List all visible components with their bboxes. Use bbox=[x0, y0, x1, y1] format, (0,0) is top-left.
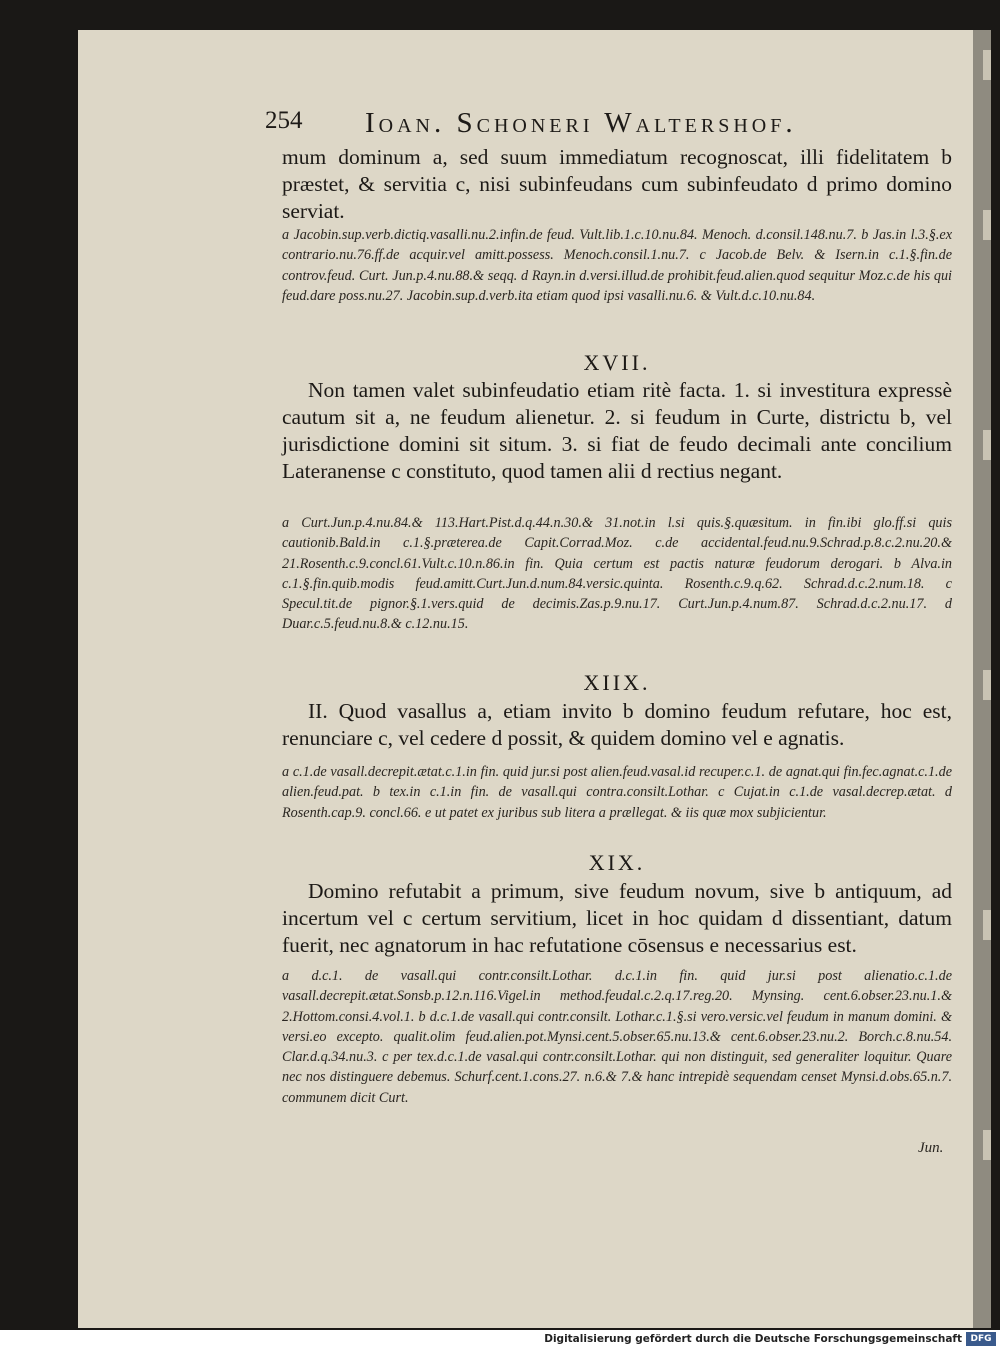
running-title: Ioan. Schoneri Waltershof. bbox=[365, 107, 797, 139]
dfg-logo-icon: DFG bbox=[966, 1332, 996, 1346]
paragraph-xvii: Non tamen valet subinfeudatio etiam ritè facta. 1. si investitura expressè cautum sit a, ne feudum alienetur. 2. si feudum in Curte, districtu b, vel jurisdictione domini sit situm. 3. si fiat de feudo decimali ante concilium Lateranense c constituto, quod tamen alii d rectius negant. bbox=[282, 378, 952, 483]
footnotes-xvi: a Jacobin.sup.verb.dictiq.vasalli.nu.2.infin.de feud. Vult.lib.1.c.10.nu.84. Menoch. d.consil.148.nu.7. b Jas.in l.3.§.ex contrario.nu.76.ff.de acquir.vel amitt.possess. Menoch.consil.1.nu.7. c Jacob.de Belv. & Isern.in c.1.§.fin.de controv.feud. Curt. Jun.p.4.nu.88.& seqq. d Rayn.in d.versi.illud.de prohibit.feud.alien.quod sequitur Moz.c.de his qui feud.dare poss.nu.27. Jacobin.sup.d.verb.ita etiam quod ipsi vasalli.nu.6. & Vult.d.c.10.nu.84. bbox=[282, 227, 952, 304]
footnotes-xvii: a Curt.Jun.p.4.nu.84.& 113.Hart.Pist.d.q.44.n.30.& 31.not.in l.si quis.§.quæsitum. in fin.ibi glo.ff.si quis cautionib.Bald.in c.1.§.præterea.de Capit.Corrad.Moz. c.de accidental.feud.nu.9.Schrad.p.8.c.2.nu.20.& 21.Rosenth.c.9.concl.61.Vult.c.10.n.86.in fin. Quia certum est pactis naturæ feudorum derogari. b Alva.in c.1.§.fin.quib.modis feud.amitt.Curt.Jun.d.num.84.versic.quinta. Rosenth.c.9.q.62. Schrad.d.c.2.num.18. c Specul.tit.de pignor.§.1.vers.quid de decimis.Zas.p.9.nu.17. Curt.Jun.p.4.num.87. Schrad.d.c.2.nu.17. d Duar.c.5.feud.nu.8.& c.12.nu.15. bbox=[282, 515, 952, 633]
paragraph-continued: mum dominum a, sed suum immediatum recognoscat, illi fidelitatem b præstet, & servitia c, nisi subinfeudans cum subinfeudato d primo domino serviat. bbox=[282, 145, 952, 223]
page-edge bbox=[973, 30, 991, 1328]
funding-notice: Digitalisierung gefördert durch die Deutsche Forschungsgemeinschaft bbox=[544, 1333, 962, 1345]
footer-bar bbox=[0, 1330, 1000, 1349]
footnotes-xiix: a c.1.de vasall.decrepit.ætat.c.1.in fin. quid jur.si post alien.feud.vasal.id recuper.c.1. de agnat.qui fin.fec.agnat.c.1.de alien.feud.pat. b tex.in c.1.in fin. de vasall.qui contra.consilt.Lothar. c Cujat.in c.1.de vasal.decrep.ætat. d Rosenth.cap.9. concl.66. e ut patet ex juribus sub litera a prællegat. & iis quæ mox subjicientur. bbox=[282, 764, 952, 821]
catchword: Jun. bbox=[918, 1140, 944, 1156]
footnotes-xix: a d.c.1. de vasall.qui contr.consilt.Lothar. d.c.1.in fin. quid jur.si post alienatio.c.1.de vasall.decrepit.ætat.Sonsb.p.12.n.116.Vigel.in method.feudal.c.2.q.17.reg.20. Mynsing. cent.6.obser.23.nu.1.& 2.Hottom.consi.4.vol.1. b d.c.1.de vasall.qui contr.consilt. Lothar.c.1.§.si vero.versic.vel feudum in manum domini. & versi.eo excepto. qualit.olim feud.alien.pot.Mynsi.cent.5.obser.65.nu.13.& cent.6.obser.23.nu.2. Borch.c.8.nu.54. Clar.d.q.34.nu.3. c per tex.d.c.1.de vasal.qui contr.consilt.Lothar. qui non distinguit, sed generaliter loquitur. Quare nec nos distinguere debemus. Schurf.cent.1.cons.27. n.6.& 7.& hanc intrepidè sequendam censet Mynsi.d.obs.65.n.7. communem dicit Curt. bbox=[282, 968, 952, 1106]
page-number: 254 bbox=[265, 107, 303, 134]
running-head bbox=[265, 107, 955, 141]
paragraph-xiix: II. Quod vasallus a, etiam invito b domino feudum refutare, hoc est, renunciare c, vel cedere d possit, & quidem domino vel e agnatis. bbox=[282, 699, 952, 750]
section-heading-xix: XIX. bbox=[588, 850, 646, 875]
section-heading-xvii: XVII. bbox=[583, 350, 651, 375]
paragraph-xix: Domino refutabit a primum, sive feudum novum, sive b antiquum, ad incertum vel c certum servitium, licet in hoc quidam d dissentiant, datum fuerit, nec agnatorum in hac refutatione cōsensus e necessarius est. bbox=[282, 879, 952, 957]
section-heading-xiix: XIIX. bbox=[583, 670, 651, 695]
